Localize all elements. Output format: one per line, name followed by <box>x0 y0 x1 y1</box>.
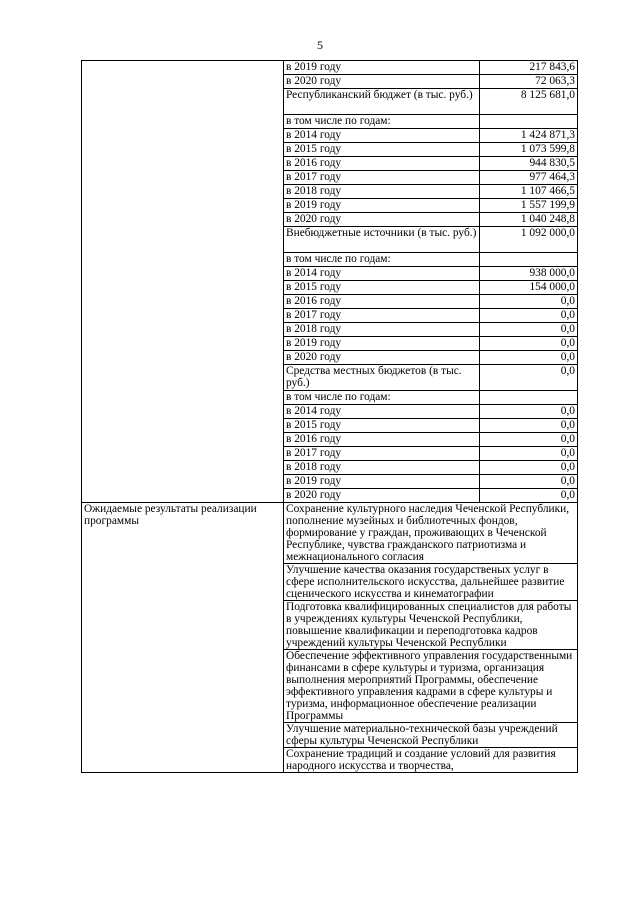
finance-row-value: 0,0 <box>480 461 578 475</box>
finance-row-label: в 2019 году <box>284 475 480 489</box>
finance-row-value: 1 424 871,3 <box>480 129 578 143</box>
finance-row-value: 0,0 <box>480 433 578 447</box>
finance-row-label: в 2020 году <box>284 75 480 89</box>
finance-row-label: в 2016 году <box>284 157 480 171</box>
finance-row-value: 977 464,3 <box>480 171 578 185</box>
finance-row-label: в 2019 году <box>284 199 480 213</box>
finance-row-label: в 2015 году <box>284 281 480 295</box>
finance-row-label: в 2015 году <box>284 419 480 433</box>
result-item: Обеспечение эффективного управления государственными финансами в сфере культуры и туризма, организация выполнения мероприятий Программы, обеспечение эффективного управления кадрами в сфере культуры и туризма, информационное обеспечение реализации Программы <box>284 650 578 723</box>
finance-row-value: 0,0 <box>480 419 578 433</box>
finance-row-value: 0,0 <box>480 351 578 365</box>
finance-row-label: в 2018 году <box>284 185 480 199</box>
finance-row-value: 0,0 <box>480 309 578 323</box>
result-item: Сохранение культурного наследия Чеченской Республики, пополнение музейных и библиотечных фондов, формирование у граждан, проживающих в Чеченской Республике, чувства гражданского патриотизма и межнационального согласия <box>284 503 578 564</box>
finance-row-value: 0,0 <box>480 323 578 337</box>
finance-row-value: 1 557 199,9 <box>480 199 578 213</box>
result-item: Улучшение материально-технической базы учреждений сферы культуры Чеченской Республики <box>284 723 578 748</box>
program-passport-table <box>81 60 578 773</box>
finance-row-value: 0,0 <box>480 337 578 351</box>
finance-section <box>82 61 578 503</box>
result-item: Сохранение традиций и создание условий для развития народного искусства и творчества, <box>284 748 578 773</box>
finance-row-label: в 2017 году <box>284 447 480 461</box>
finance-row-value: 8 125 681,0 <box>480 89 578 115</box>
finance-row-value <box>480 115 578 129</box>
finance-row-value: 217 843,6 <box>480 61 578 75</box>
finance-row-label: в 2018 году <box>284 461 480 475</box>
finance-row-label: в том числе по годам: <box>284 391 480 405</box>
page-number: 5 <box>317 38 323 52</box>
finance-row-value: 1 073 599,8 <box>480 143 578 157</box>
finance-row-label: в 2016 году <box>284 433 480 447</box>
finance-row-label: Республиканский бюджет (в тыс. руб.) <box>284 89 480 115</box>
result-row <box>82 503 578 564</box>
finance-row-value: 1 040 248,8 <box>480 213 578 227</box>
finance-row-label: в 2014 году <box>284 267 480 281</box>
finance-row-label: Внебюджетные источники (в тыс. руб.) <box>284 227 480 253</box>
finance-row-value: 0,0 <box>480 489 578 503</box>
finance-row-label: в 2014 году <box>284 129 480 143</box>
finance-row-label: в 2017 году <box>284 309 480 323</box>
finance-row <box>82 61 578 75</box>
finance-row-label: в 2018 году <box>284 323 480 337</box>
finance-row-value: 0,0 <box>480 447 578 461</box>
finance-row-label: в том числе по годам: <box>284 253 480 267</box>
finance-row-value: 72 063,3 <box>480 75 578 89</box>
finance-row-label: в 2020 году <box>284 351 480 365</box>
finance-row-value: 938 000,0 <box>480 267 578 281</box>
finance-row-label: в 2019 году <box>284 61 480 75</box>
results-section <box>82 503 578 773</box>
finance-row-value: 0,0 <box>480 475 578 489</box>
finance-row-value: 1 107 466,5 <box>480 185 578 199</box>
finance-row-value: 0,0 <box>480 405 578 419</box>
finance-row-value: 944 830,5 <box>480 157 578 171</box>
result-item: Подготовка квалифицированных специалистов для работы в учреждениях культуры Чеченской Республики, повышение квалификации и переподготовка кадров учреждений культуры Чеченской Республики <box>284 601 578 650</box>
finance-row-value: 0,0 <box>480 365 578 391</box>
finance-row-value: 0,0 <box>480 295 578 309</box>
finance-empty-label-cell <box>82 61 284 503</box>
finance-row-label: в 2016 году <box>284 295 480 309</box>
finance-row-value: 154 000,0 <box>480 281 578 295</box>
finance-row-value: 1 092 000,0 <box>480 227 578 253</box>
finance-row-label: в 2019 году <box>284 337 480 351</box>
finance-row-label: Средства местных бюджетов (в тыс. руб.) <box>284 365 480 391</box>
finance-row-label: в 2015 году <box>284 143 480 157</box>
results-label: Ожидаемые результаты реализации программы <box>82 503 284 773</box>
finance-row-label: в 2020 году <box>284 489 480 503</box>
finance-row-label: в 2014 году <box>284 405 480 419</box>
finance-row-label: в 2020 году <box>284 213 480 227</box>
finance-row-label: в том числе по годам: <box>284 115 480 129</box>
result-item: Улучшение качества оказания государственых услуг в сфере исполнительского искусства, дальнейшее развитие сценического искусства и кинематографии <box>284 564 578 601</box>
finance-row-value <box>480 391 578 405</box>
finance-row-value <box>480 253 578 267</box>
finance-row-label: в 2017 году <box>284 171 480 185</box>
